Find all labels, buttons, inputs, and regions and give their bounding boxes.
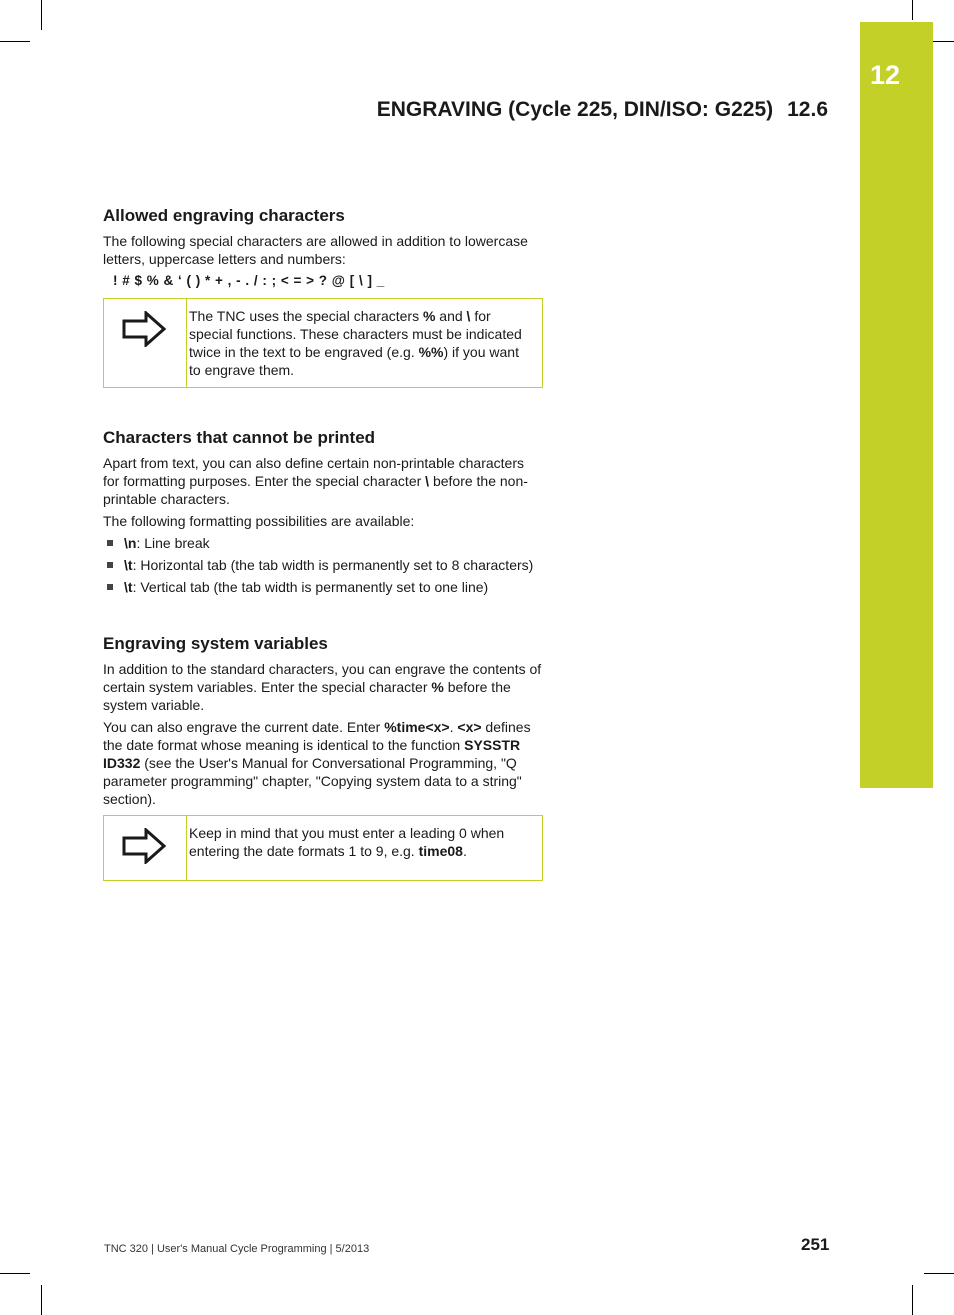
crop-mark xyxy=(41,1285,42,1315)
arrow-right-icon xyxy=(122,828,166,864)
paragraph: The following special characters are allowed in addition to lowercase letters, uppercase letters and numbers: xyxy=(103,233,528,267)
footer-text: TNC 320 | User's Manual Cycle Programming | 5/2013 xyxy=(104,1243,370,1255)
special-characters-list: ! # $ % & ‘ ( ) * + , - . / : ; < = > ? @ [ \ ] _ xyxy=(113,273,385,288)
section-system-variables xyxy=(103,633,543,808)
chapter-number: 12 xyxy=(870,60,901,90)
note-text: The TNC uses the special characters % and \ for special functions. These characters must be indicated twice in the text to be engraved (e.g. %%) if you want to engrave them. xyxy=(189,308,522,378)
crop-mark xyxy=(41,0,42,30)
running-header xyxy=(377,98,828,122)
section-allowed-characters xyxy=(103,205,543,290)
note-box xyxy=(103,298,543,388)
formatting-list xyxy=(103,534,543,596)
list-item: \t: Horizontal tab (the tab width is permanently set to 8 characters) xyxy=(103,556,543,574)
paragraph: In addition to the standard characters, you can engrave the contents of certain system variables. Enter the special character % before the system variable. xyxy=(103,661,542,713)
paragraph: The following formatting possibilities are available: xyxy=(103,513,415,529)
note-box xyxy=(103,815,543,881)
header-section: 12.6 xyxy=(787,98,828,121)
crop-mark xyxy=(912,1285,913,1315)
paragraph: You can also engrave the current date. Enter %time<x>. <x> defines the date format whose meaning is identical to the function SYSSTR ID332 (see the User's Manual for Conversational Programming, "Q parameter programming" chapter, "Copying system data to a string" section). xyxy=(103,719,531,807)
crop-mark xyxy=(912,0,913,20)
paragraph: Apart from text, you can also define certain non-printable characters for formatting purposes. Enter the special character \ before the non-printable characters. xyxy=(103,455,528,507)
arrow-right-icon xyxy=(122,311,166,347)
section-heading: Characters that cannot be printed xyxy=(103,428,376,447)
list-item: \t: Vertical tab (the tab width is permanently set to one line) xyxy=(103,578,543,596)
section-non-printable xyxy=(103,427,543,600)
header-title: ENGRAVING (Cycle 225, DIN/ISO: G225) xyxy=(376,98,774,121)
section-heading: Allowed engraving characters xyxy=(103,206,345,225)
crop-mark xyxy=(0,41,30,42)
page-number: 251 xyxy=(801,1235,830,1254)
chapter-tab xyxy=(860,22,933,788)
note-text: Keep in mind that you must enter a leading 0 when entering the date formats 1 to 9, e.g. time08. xyxy=(189,825,505,859)
crop-mark xyxy=(924,1273,954,1274)
section-heading: Engraving system variables xyxy=(103,634,328,653)
crop-mark xyxy=(0,1273,30,1274)
list-item: \n: Line break xyxy=(103,534,543,552)
